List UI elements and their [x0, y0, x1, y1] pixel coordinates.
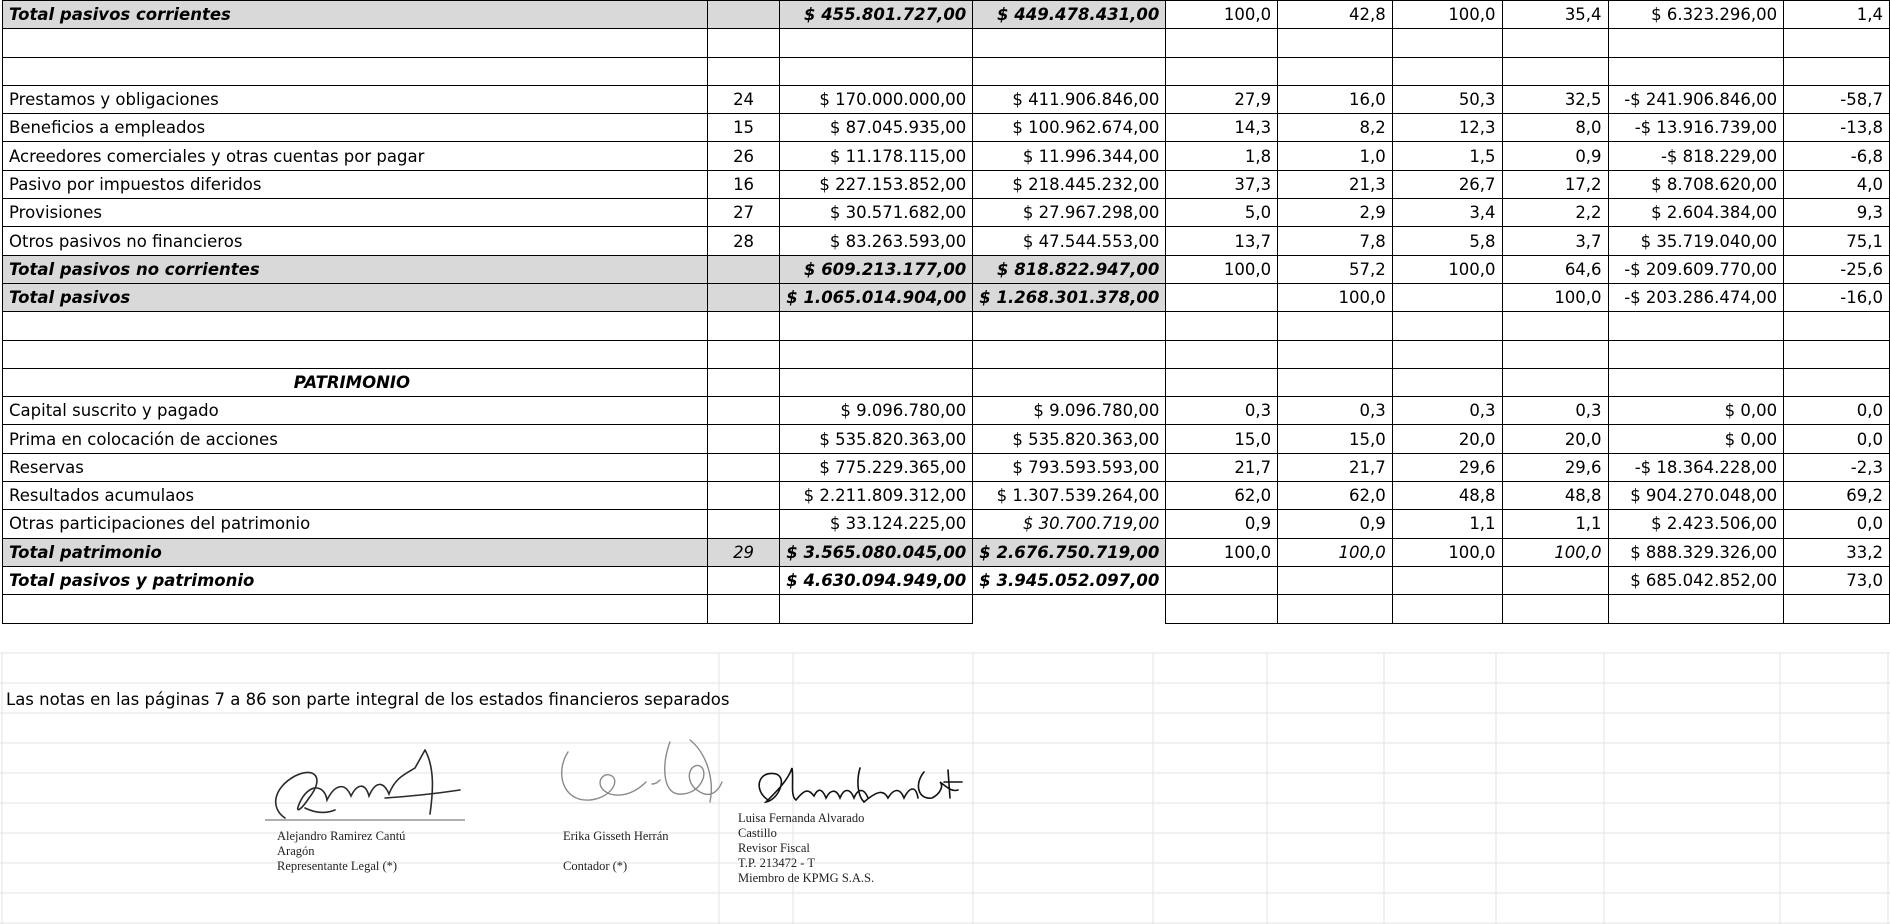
- financial-statement-table: [2, 0, 1890, 624]
- accountant-signature: [550, 732, 725, 814]
- row-amount-previous: $ 3.945.052.097,00: [973, 566, 1166, 594]
- row-vertical-4: 29,6: [1502, 453, 1608, 481]
- row-vertical-2: 0,9: [1278, 510, 1393, 538]
- row-difference: $ 0,00: [1608, 397, 1784, 425]
- row-amount-previous: $ 218.445.232,00: [973, 170, 1166, 198]
- row-vertical-2: 62,0: [1278, 482, 1393, 510]
- row-note: [707, 566, 779, 594]
- row-amount-current: $ 535.820.363,00: [780, 425, 973, 453]
- row-vertical-3: 1,1: [1392, 510, 1502, 538]
- accountant-block: [563, 829, 669, 874]
- row-amount-previous: $ 100.962.674,00: [973, 114, 1166, 142]
- row-amount-previous: $ 27.967.298,00: [973, 199, 1166, 227]
- legal-representative-name: Alejandro Ramirez Cantú: [277, 829, 406, 843]
- accountant-name: Erika Gisseth Herrán: [563, 829, 669, 843]
- row-amount-current: $ 609.213.177,00: [780, 255, 973, 283]
- row-note: 27: [707, 199, 779, 227]
- row-vertical-1: [1166, 566, 1278, 594]
- row-difference: $ 2.604.384,00: [1608, 199, 1784, 227]
- row-vertical-3: 3,4: [1392, 199, 1502, 227]
- row-vertical-3: 29,6: [1392, 453, 1502, 481]
- row-amount-previous: $ 47.544.553,00: [973, 227, 1166, 255]
- auditor-block: [738, 811, 874, 886]
- empty-row: [3, 340, 1890, 368]
- row-label: Total pasivos: [3, 283, 708, 311]
- row-difference: -$ 241.906.846,00: [1608, 85, 1784, 113]
- row-percent-change: 0,0: [1784, 397, 1890, 425]
- row-amount-previous: $ 30.700.719,00: [973, 510, 1166, 538]
- empty-row: [3, 57, 1890, 85]
- row-note: [707, 397, 779, 425]
- row-note: 26: [707, 142, 779, 170]
- row-difference: -$ 818.229,00: [1608, 142, 1784, 170]
- row-note: [707, 453, 779, 481]
- row-vertical-1: 100,0: [1166, 538, 1278, 566]
- row-percent-change: -25,6: [1784, 255, 1890, 283]
- table-row: [3, 510, 1890, 538]
- row-percent-change: -58,7: [1784, 85, 1890, 113]
- row-vertical-2: 21,3: [1278, 170, 1393, 198]
- row-label: Total pasivos corrientes: [3, 1, 708, 29]
- row-percent-change: 69,2: [1784, 482, 1890, 510]
- row-difference: -$ 203.286.474,00: [1608, 283, 1784, 311]
- row-vertical-2: 1,0: [1278, 142, 1393, 170]
- row-percent-change: -2,3: [1784, 453, 1890, 481]
- table-row: [3, 538, 1890, 566]
- row-label: Capital suscrito y pagado: [3, 397, 708, 425]
- row-amount-previous: $ 793.593.593,00: [973, 453, 1166, 481]
- table-row: [3, 199, 1890, 227]
- row-vertical-2: 16,0: [1278, 85, 1393, 113]
- row-amount-current: $ 2.211.809.312,00: [780, 482, 973, 510]
- row-difference: $ 2.423.506,00: [1608, 510, 1784, 538]
- row-percent-change: -16,0: [1784, 283, 1890, 311]
- legal-representative-block: [277, 829, 405, 874]
- row-note: 28: [707, 227, 779, 255]
- row-amount-current: $ 4.630.094.949,00: [780, 566, 973, 594]
- row-vertical-3: 1,5: [1392, 142, 1502, 170]
- table-row: [3, 170, 1890, 198]
- row-vertical-4: 1,1: [1502, 510, 1608, 538]
- table-row: [3, 425, 1890, 453]
- row-vertical-3: 12,3: [1392, 114, 1502, 142]
- row-difference: $ 8.708.620,00: [1608, 170, 1784, 198]
- row-label: Total pasivos y patrimonio: [3, 566, 708, 594]
- section-header-row: [3, 368, 1890, 396]
- row-difference: -$ 13.916.739,00: [1608, 114, 1784, 142]
- section-heading-patrimonio: PATRIMONIO: [3, 368, 708, 396]
- table-row: [3, 142, 1890, 170]
- accountant-title: Contador (*): [563, 859, 628, 873]
- row-vertical-1: 0,3: [1166, 397, 1278, 425]
- row-difference: $ 904.270.048,00: [1608, 482, 1784, 510]
- row-note: [707, 510, 779, 538]
- row-vertical-2: 21,7: [1278, 453, 1393, 481]
- auditor-name-cont: Castillo: [738, 826, 777, 840]
- row-vertical-2: 42,8: [1278, 1, 1393, 29]
- row-vertical-3: 100,0: [1392, 1, 1502, 29]
- table-row: [3, 1, 1890, 29]
- table-row: [3, 453, 1890, 481]
- row-amount-current: $ 1.065.014.904,00: [780, 283, 973, 311]
- row-vertical-4: 100,0: [1502, 538, 1608, 566]
- row-vertical-3: 20,0: [1392, 425, 1502, 453]
- row-note: 15: [707, 114, 779, 142]
- row-percent-change: 73,0: [1784, 566, 1890, 594]
- row-difference: -$ 18.364.228,00: [1608, 453, 1784, 481]
- row-amount-current: $ 455.801.727,00: [780, 1, 973, 29]
- table-row: [3, 283, 1890, 311]
- row-vertical-1: 0,9: [1166, 510, 1278, 538]
- row-vertical-1: 14,3: [1166, 114, 1278, 142]
- row-amount-current: $ 170.000.000,00: [780, 85, 973, 113]
- row-vertical-2: 15,0: [1278, 425, 1393, 453]
- row-label: Otros pasivos no financieros: [3, 227, 708, 255]
- row-label: Pasivo por impuestos diferidos: [3, 170, 708, 198]
- row-amount-previous: $ 818.822.947,00: [973, 255, 1166, 283]
- row-label: Beneficios a empleados: [3, 114, 708, 142]
- row-difference: $ 0,00: [1608, 425, 1784, 453]
- row-amount-previous: $ 9.096.780,00: [973, 397, 1166, 425]
- row-amount-previous: $ 449.478.431,00: [973, 1, 1166, 29]
- row-label: Provisiones: [3, 199, 708, 227]
- row-label: Prestamos y obligaciones: [3, 85, 708, 113]
- row-vertical-1: 100,0: [1166, 255, 1278, 283]
- empty-row: [3, 29, 1890, 57]
- row-vertical-4: [1502, 566, 1608, 594]
- row-percent-change: -6,8: [1784, 142, 1890, 170]
- row-vertical-3: 100,0: [1392, 255, 1502, 283]
- row-amount-previous: $ 2.676.750.719,00: [973, 538, 1166, 566]
- row-vertical-3: 5,8: [1392, 227, 1502, 255]
- table-row: [3, 227, 1890, 255]
- row-vertical-4: 64,6: [1502, 255, 1608, 283]
- row-vertical-4: 0,9: [1502, 142, 1608, 170]
- legal-representative-name-cont: Aragón: [277, 844, 315, 858]
- auditor-name: Luisa Fernanda Alvarado: [738, 811, 865, 825]
- row-note: [707, 283, 779, 311]
- row-percent-change: 9,3: [1784, 199, 1890, 227]
- row-percent-change: 4,0: [1784, 170, 1890, 198]
- row-vertical-3: 100,0: [1392, 538, 1502, 566]
- row-vertical-1: 62,0: [1166, 482, 1278, 510]
- row-vertical-3: 50,3: [1392, 85, 1502, 113]
- row-vertical-4: 20,0: [1502, 425, 1608, 453]
- row-note: 24: [707, 85, 779, 113]
- row-amount-current: $ 87.045.935,00: [780, 114, 973, 142]
- row-label: Otras participaciones del patrimonio: [3, 510, 708, 538]
- row-percent-change: -13,8: [1784, 114, 1890, 142]
- row-amount-previous: $ 535.820.363,00: [973, 425, 1166, 453]
- row-vertical-4: 35,4: [1502, 1, 1608, 29]
- footnote-text: Las notas en las páginas 7 a 86 son parte integral de los estados financieros separados: [6, 690, 730, 709]
- row-amount-current: $ 30.571.682,00: [780, 199, 973, 227]
- row-difference: $ 35.719.040,00: [1608, 227, 1784, 255]
- row-vertical-4: 2,2: [1502, 199, 1608, 227]
- row-label: Resultados acumulaos: [3, 482, 708, 510]
- row-vertical-4: 8,0: [1502, 114, 1608, 142]
- row-vertical-2: [1278, 566, 1393, 594]
- row-vertical-1: 27,9: [1166, 85, 1278, 113]
- row-amount-previous: $ 11.996.344,00: [973, 142, 1166, 170]
- empty-row: [3, 595, 1890, 623]
- row-vertical-4: 48,8: [1502, 482, 1608, 510]
- row-note: 29: [707, 538, 779, 566]
- row-note: [707, 1, 779, 29]
- row-percent-change: 75,1: [1784, 227, 1890, 255]
- auditor-professional-card: T.P. 213472 - T: [738, 856, 815, 870]
- row-vertical-2: 0,3: [1278, 397, 1393, 425]
- row-difference: -$ 209.609.770,00: [1608, 255, 1784, 283]
- auditor-signature: [748, 760, 973, 812]
- table-row: [3, 397, 1890, 425]
- legal-representative-signature: [265, 738, 470, 828]
- row-amount-current: $ 83.263.593,00: [780, 227, 973, 255]
- row-percent-change: 33,2: [1784, 538, 1890, 566]
- table-row: [3, 566, 1890, 594]
- row-vertical-2: 100,0: [1278, 538, 1393, 566]
- legal-representative-title: Representante Legal (*): [277, 859, 398, 873]
- row-vertical-3: 48,8: [1392, 482, 1502, 510]
- row-amount-current: $ 9.096.780,00: [780, 397, 973, 425]
- row-vertical-4: 0,3: [1502, 397, 1608, 425]
- row-amount-previous: $ 1.268.301.378,00: [973, 283, 1166, 311]
- row-vertical-3: [1392, 566, 1502, 594]
- row-vertical-1: 21,7: [1166, 453, 1278, 481]
- row-vertical-4: 17,2: [1502, 170, 1608, 198]
- row-vertical-1: 100,0: [1166, 1, 1278, 29]
- row-vertical-1: 1,8: [1166, 142, 1278, 170]
- auditor-title: Revisor Fiscal: [738, 841, 810, 855]
- row-note: [707, 425, 779, 453]
- row-amount-current: $ 775.229.365,00: [780, 453, 973, 481]
- row-vertical-3: [1392, 283, 1502, 311]
- row-label: Total patrimonio: [3, 538, 708, 566]
- row-difference: $ 6.323.296,00: [1608, 1, 1784, 29]
- row-amount-previous: $ 411.906.846,00: [973, 85, 1166, 113]
- row-amount-current: $ 11.178.115,00: [780, 142, 973, 170]
- row-difference: $ 888.329.326,00: [1608, 538, 1784, 566]
- row-vertical-2: 100,0: [1278, 283, 1393, 311]
- row-note: 16: [707, 170, 779, 198]
- row-label: Prima en colocación de acciones: [3, 425, 708, 453]
- row-vertical-3: 26,7: [1392, 170, 1502, 198]
- row-vertical-2: 2,9: [1278, 199, 1393, 227]
- row-vertical-2: 8,2: [1278, 114, 1393, 142]
- row-percent-change: 0,0: [1784, 510, 1890, 538]
- table-row: [3, 114, 1890, 142]
- row-percent-change: 0,0: [1784, 425, 1890, 453]
- row-difference: $ 685.042.852,00: [1608, 566, 1784, 594]
- table-row: [3, 255, 1890, 283]
- row-note: [707, 255, 779, 283]
- row-vertical-4: 32,5: [1502, 85, 1608, 113]
- row-vertical-1: 13,7: [1166, 227, 1278, 255]
- row-label: Total pasivos no corrientes: [3, 255, 708, 283]
- row-vertical-2: 7,8: [1278, 227, 1393, 255]
- row-vertical-1: [1166, 283, 1278, 311]
- auditor-firm: Miembro de KPMG S.A.S.: [738, 871, 875, 885]
- row-amount-current: $ 33.124.225,00: [780, 510, 973, 538]
- table-row: [3, 482, 1890, 510]
- row-vertical-1: 5,0: [1166, 199, 1278, 227]
- row-vertical-3: 0,3: [1392, 397, 1502, 425]
- row-amount-previous: $ 1.307.539.264,00: [973, 482, 1166, 510]
- row-label: Acreedores comerciales y otras cuentas por pagar: [3, 142, 708, 170]
- row-vertical-4: 100,0: [1502, 283, 1608, 311]
- table-row: [3, 85, 1890, 113]
- row-note: [707, 482, 779, 510]
- row-percent-change: 1,4: [1784, 1, 1890, 29]
- row-amount-current: $ 3.565.080.045,00: [780, 538, 973, 566]
- row-vertical-4: 3,7: [1502, 227, 1608, 255]
- row-vertical-1: 37,3: [1166, 170, 1278, 198]
- empty-row: [3, 312, 1890, 340]
- row-vertical-1: 15,0: [1166, 425, 1278, 453]
- row-amount-current: $ 227.153.852,00: [780, 170, 973, 198]
- row-label: Reservas: [3, 453, 708, 481]
- row-vertical-2: 57,2: [1278, 255, 1393, 283]
